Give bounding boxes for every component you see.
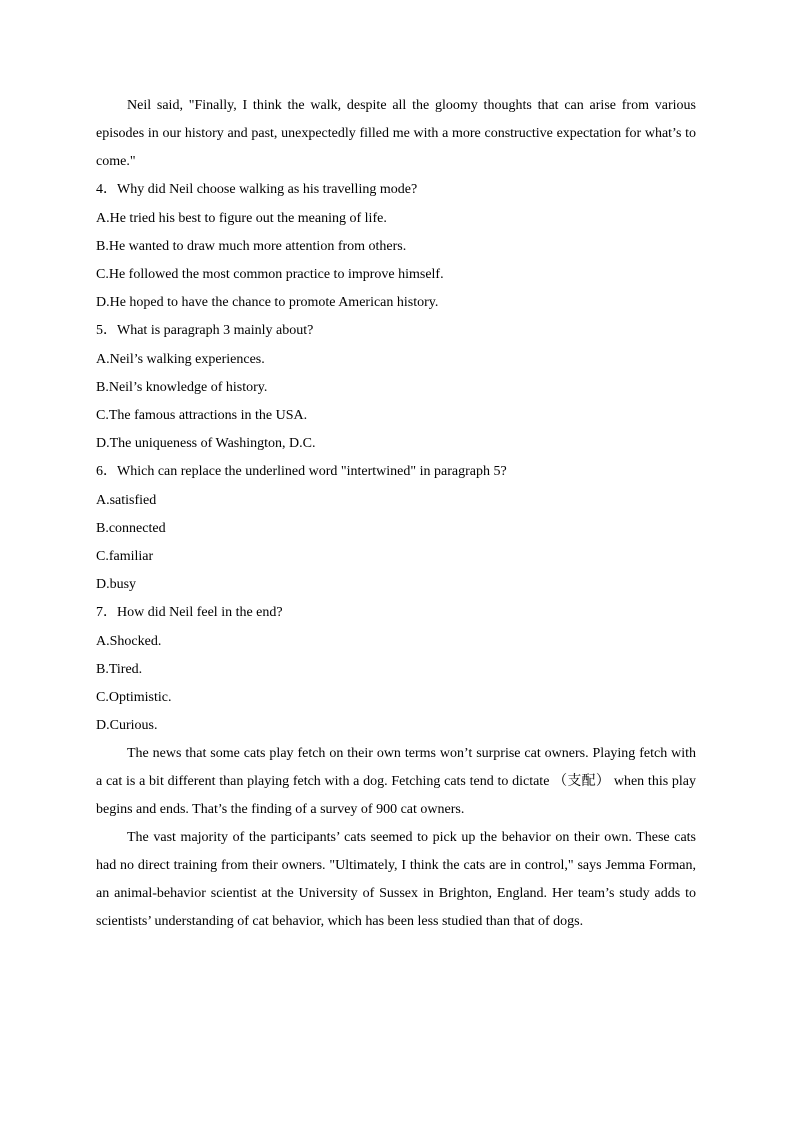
option-c: C.familiar xyxy=(96,549,154,564)
option-c: C.Optimistic. xyxy=(96,690,172,705)
question-4 xyxy=(96,176,696,317)
option-a: A.satisfied xyxy=(96,493,157,508)
option-c: C.The famous attractions in the USA. xyxy=(96,408,308,423)
passage-2-paragraph-2: The vast majority of the participants’ cats seemed to pick up the behavior on their own. These cats had no direct training from their owners. "Ultimately, I think the cats are in control," says Jemma Forman, an animal-behavior scientist at the University of Sussex in Brighton, England. Her team’s study adds to scientists’ understanding of cat behavior, which has been less studied than that of dogs. xyxy=(96,830,696,929)
question-stem xyxy=(96,599,696,628)
question-7 xyxy=(96,599,696,740)
passage-2-paragraph-1: The news that some cats play fetch on their own terms won’t surprise cat owners. Playing fetch with a cat is a bit different than playing fetch with a dog. Fetching cats tend to dictate （支配） when this play begins and ends. That’s the finding of a survey of 900 cat owners. xyxy=(96,746,696,817)
question-stem xyxy=(96,458,696,487)
question-number: 4． xyxy=(96,182,117,197)
option-a: A.Neil’s walking experiences. xyxy=(96,352,265,367)
question-text: What is paragraph 3 mainly about? xyxy=(117,323,314,338)
option-b: B.Neil’s knowledge of history. xyxy=(96,380,268,395)
question-number: 7． xyxy=(96,605,117,620)
question-text: Why did Neil choose walking as his travelling mode? xyxy=(117,182,418,197)
question-number: 6． xyxy=(96,464,117,479)
question-stem xyxy=(96,317,696,346)
question-number: 5． xyxy=(96,323,117,338)
option-a: A.He tried his best to figure out the meaning of life. xyxy=(96,211,387,226)
option-c: C.He followed the most common practice to improve himself. xyxy=(96,267,444,282)
option-b: B.He wanted to draw much more attention from others. xyxy=(96,239,407,254)
option-a: A.Shocked. xyxy=(96,634,162,649)
option-d: D.busy xyxy=(96,577,137,592)
option-d: D.Curious. xyxy=(96,718,158,733)
passage-intro-paragraph: Neil said, "Finally, I think the walk, despite all the gloomy thoughts that can arise from various episodes in our history and past, unexpectedly filled me with a more constructive expectation for what’s to come." xyxy=(96,98,696,169)
option-b: B.Tired. xyxy=(96,662,143,677)
question-stem xyxy=(96,176,696,205)
option-d: D.The uniqueness of Washington, D.C. xyxy=(96,436,316,451)
option-b: B.connected xyxy=(96,521,166,536)
option-d: D.He hoped to have the chance to promote American history. xyxy=(96,295,439,310)
question-text: Which can replace the underlined word "intertwined" in paragraph 5? xyxy=(117,464,507,479)
question-5 xyxy=(96,317,696,458)
question-text: How did Neil feel in the end? xyxy=(117,605,283,620)
question-6 xyxy=(96,458,696,599)
document-page xyxy=(96,92,696,936)
